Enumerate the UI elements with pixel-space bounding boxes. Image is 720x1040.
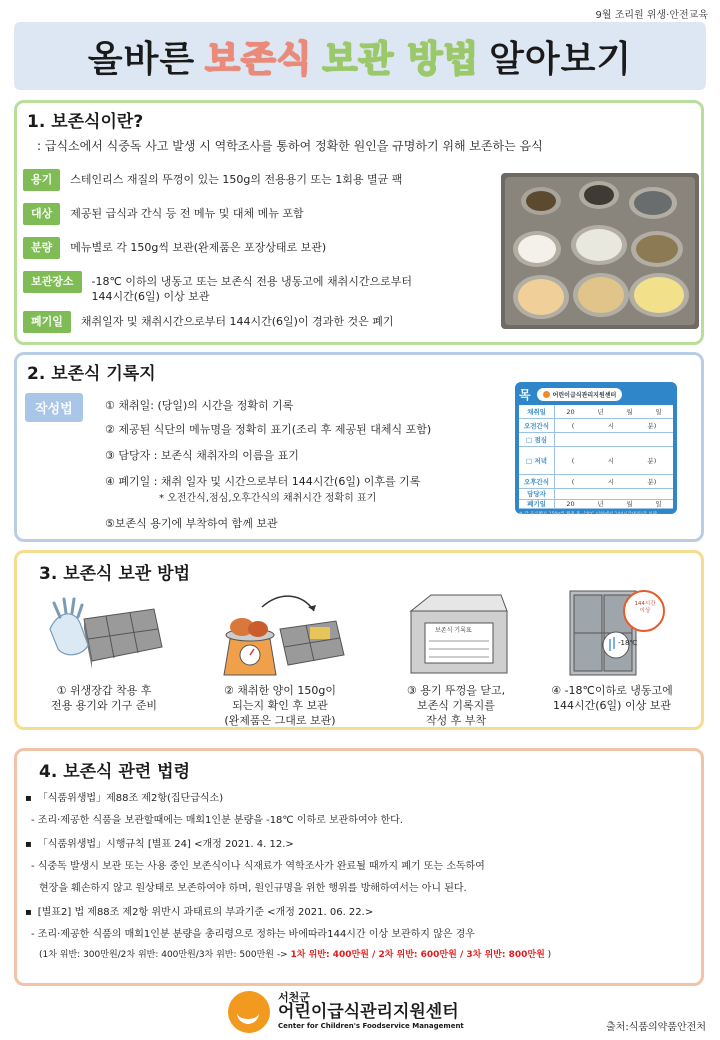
title-part2: 보존식 [205, 38, 313, 80]
preserved-food-tray-photo [501, 173, 699, 329]
form-row-value: 시 [607, 478, 614, 486]
step-3 [381, 589, 531, 728]
form-footnote: ※ 각 음식별로 150g씩 채취 후 -18℃ 이하에서 144시간(6일)간 보관 [519, 512, 658, 517]
form-row-value: ( [571, 457, 575, 465]
penalty-new: 1차 위반: 400만원 / 2차 위반: 600만원 / 3차 위반: 800만원 [290, 950, 545, 960]
item-disposal [23, 311, 393, 333]
item-label: 대상 [23, 203, 60, 225]
form-row-values [555, 419, 673, 432]
form-row-value: 분) [647, 478, 657, 486]
item-text: 스테인리스 재질의 뚜껑이 있는 150g의 전용용기 또는 1회용 멸균 팩 [70, 173, 403, 186]
form-row-label: 폐기일 [519, 500, 555, 508]
form-row-value: 20 [566, 408, 575, 416]
form-row-value: ( [571, 478, 575, 486]
step-1-caption: ① 위생장갑 착용 후 전용 용기와 기구 준비 [50, 684, 158, 712]
org-logo-icon [543, 391, 550, 398]
item-text: 제공된 급식과 간식 등 전 메뉴 및 대체 메뉴 포함 [70, 207, 304, 220]
law-1: ▪ 「식품위생법」제88조 제2항(집단급식소) [25, 789, 223, 804]
box-label-text: 보존식 기록표 [435, 627, 472, 634]
line-5: ⑤보존식 용기에 부착하여 함께 보관 [105, 517, 278, 530]
form-row-value: 20 [566, 500, 575, 508]
form-row-label: □ 저녁 [519, 447, 555, 474]
law-3: ▪ [별표2] 법 제88조 제2항 위반시 과태료의 부과기준 <개정 2021. 06. 22.> [25, 903, 373, 918]
penalty-close: ) [547, 950, 552, 960]
form-org [537, 388, 623, 401]
fridge-temp: -18℃ [618, 639, 638, 647]
penalty-old: (1차 위반: 300만원/2차 위반: 400만원/3차 위반: 500만원 -> [39, 950, 288, 960]
form-row-value: 년 [597, 500, 604, 508]
form-row-value: 시 [607, 457, 614, 465]
item-text: 메뉴별로 각 150g씩 보관(완제품은 포장상태로 보관) [70, 241, 327, 254]
form-row-label: □ 점심 [519, 433, 555, 446]
line-1: ① 채취일: (당일)의 시간을 정확히 기록 [105, 399, 294, 412]
freezer-clock-icon [552, 589, 672, 677]
step-3-caption: ③ 용기 뚜껑을 닫고, 보존식 기록지를 작성 후 부착 [406, 684, 506, 727]
logo-region: 서천군 [278, 991, 310, 1004]
how-to-write-tag: 작성법 [25, 393, 83, 422]
gloves-container-icon [44, 589, 164, 677]
form-row [519, 500, 673, 509]
step-2-caption: ② 채취한 양이 150g이 되는지 확인 후 보관 (완제품은 그대로 보관) [223, 684, 337, 727]
form-row-values [555, 500, 673, 508]
form-row [519, 433, 673, 447]
title-part3: 보관 방법 [322, 38, 480, 80]
clock-label: 144시간 이상 [634, 601, 656, 614]
form-row [519, 405, 673, 419]
section3-title: 3. 보존식 보관 방법 [39, 564, 190, 584]
section4-title: 4. 보존식 관련 법령 [39, 762, 190, 782]
form-row-values [555, 433, 673, 446]
record-form-sample [515, 382, 677, 517]
item-label: 용기 [23, 169, 60, 191]
law-2-detail-1: - 식중독 발생시 보관 또는 사용 중인 보존식이나 식재료가 역학조사가 완료될 때까지 폐기 또는 소독하여 [31, 861, 485, 872]
title-part4: 알아보기 [489, 38, 633, 80]
line-4-note: * 오전간식,점심,오후간식의 채취시간 정확히 표기 [159, 493, 377, 504]
step-4-caption: ④ -18℃이하로 냉동고에 144시간(6일) 이상 보관 [551, 684, 673, 712]
form-row-value: 시 [607, 422, 614, 430]
law-2: ▪ 「식품위생법」시행규칙 [별표 24] <개정 2021. 4. 12.> [25, 835, 294, 850]
item-label: 분량 [23, 237, 60, 259]
item-text: -18℃ 이하의 냉동고 또는 보존식 전용 냉동고에 채취시간으로부터 144시간(6일) 이상 보관 [91, 275, 412, 303]
form-row-label: 채취일 [519, 405, 555, 418]
form-head-label: 목 [519, 387, 531, 402]
form-row-value: 일 [655, 408, 662, 416]
form-row-values [555, 475, 673, 488]
line-2: ② 제공된 식단의 메뉴명을 정확히 표기(조리 후 제공된 대체식 포함) [105, 423, 432, 436]
step-4 [537, 589, 687, 713]
form-row-values [555, 447, 673, 474]
form-row-value: 년 [597, 408, 604, 416]
section2-title: 2. 보존식 기록지 [27, 364, 156, 384]
item-label: 보관장소 [23, 271, 82, 293]
form-header [519, 386, 673, 402]
item-target [23, 203, 304, 225]
labeled-container-icon [401, 589, 511, 677]
law-2-detail-2: 현장을 훼손하지 않고 원상태로 보존하여야 하며, 원인규명을 위한 행위를 방해하여서는 아니 된다. [39, 883, 467, 894]
title-part1: 올바른 [87, 38, 196, 80]
form-row-value: ( [571, 422, 575, 430]
section1-title: 1. 보존식이란? [27, 112, 144, 132]
form-row-values [555, 405, 673, 418]
logo-text [278, 991, 464, 1033]
line-3: ③ 담당자 : 보존식 채취자의 이름을 표기 [105, 449, 299, 462]
form-row-value: 분) [647, 457, 657, 465]
form-table [519, 405, 673, 509]
logo-center-name: 어린이급식관리지원센터 [278, 1002, 459, 1022]
item-quantity [23, 237, 326, 259]
logo-english: Center for Children's Foodservice Management [278, 1022, 464, 1030]
section-record-sheet [14, 352, 704, 542]
source-note: 출처:식품의약품안전처 [606, 1022, 706, 1033]
form-row-value: 월 [626, 500, 633, 508]
page-title [14, 22, 706, 90]
penalty-line [39, 947, 551, 960]
step-1 [29, 589, 179, 713]
form-row [519, 475, 673, 489]
law-1-detail: - 조리·제공한 식품을 보관할때에는 매회1인분 분량을 -18℃ 이하로 보관하여야 한다. [31, 815, 403, 826]
top-note: 9월 조리원 위생·안전교육 [595, 10, 708, 21]
form-row-values [555, 489, 673, 499]
center-logo [228, 991, 464, 1033]
form-row [519, 447, 673, 475]
item-storage-place [23, 271, 412, 304]
form-row-value: 분) [647, 422, 657, 430]
item-label: 폐기일 [23, 311, 71, 333]
section-related-laws [14, 748, 704, 986]
form-row-label: 오후간식 [519, 475, 555, 488]
form-row [519, 419, 673, 433]
smile-logo-icon [228, 991, 270, 1033]
form-org-text: 어린이급식관리지원센터 [552, 391, 617, 399]
form-row-value: 월 [626, 408, 633, 416]
form-row-value: 일 [655, 500, 662, 508]
form-row [519, 489, 673, 500]
item-text: 채취일자 및 채취시간으로부터 144시간(6일)이 경과한 것은 폐기 [80, 315, 394, 328]
section1-description: : 급식소에서 식중독 사고 발생 시 역학조사를 통하여 정확한 원인을 규명하기 위해 보존하는 음식 [37, 139, 543, 153]
section-storage-method [14, 550, 704, 730]
form-row-label: 담당자 [519, 489, 555, 499]
item-container [23, 169, 402, 191]
line-4: ④ 폐기일 : 채취 일자 및 시간으로부터 144시간(6일) 이후를 기록 [105, 475, 421, 488]
form-row-label: 오전간식 [519, 419, 555, 432]
law-3-detail: - 조리·제공한 식품의 매회1인분 분량을 총리령으로 정하는 바에따라144시간 이상 보관하지 않은 경우 [31, 929, 475, 940]
step-2 [205, 589, 355, 728]
section-what-is-preserved-food [14, 100, 704, 345]
scale-food-icon [210, 589, 350, 677]
